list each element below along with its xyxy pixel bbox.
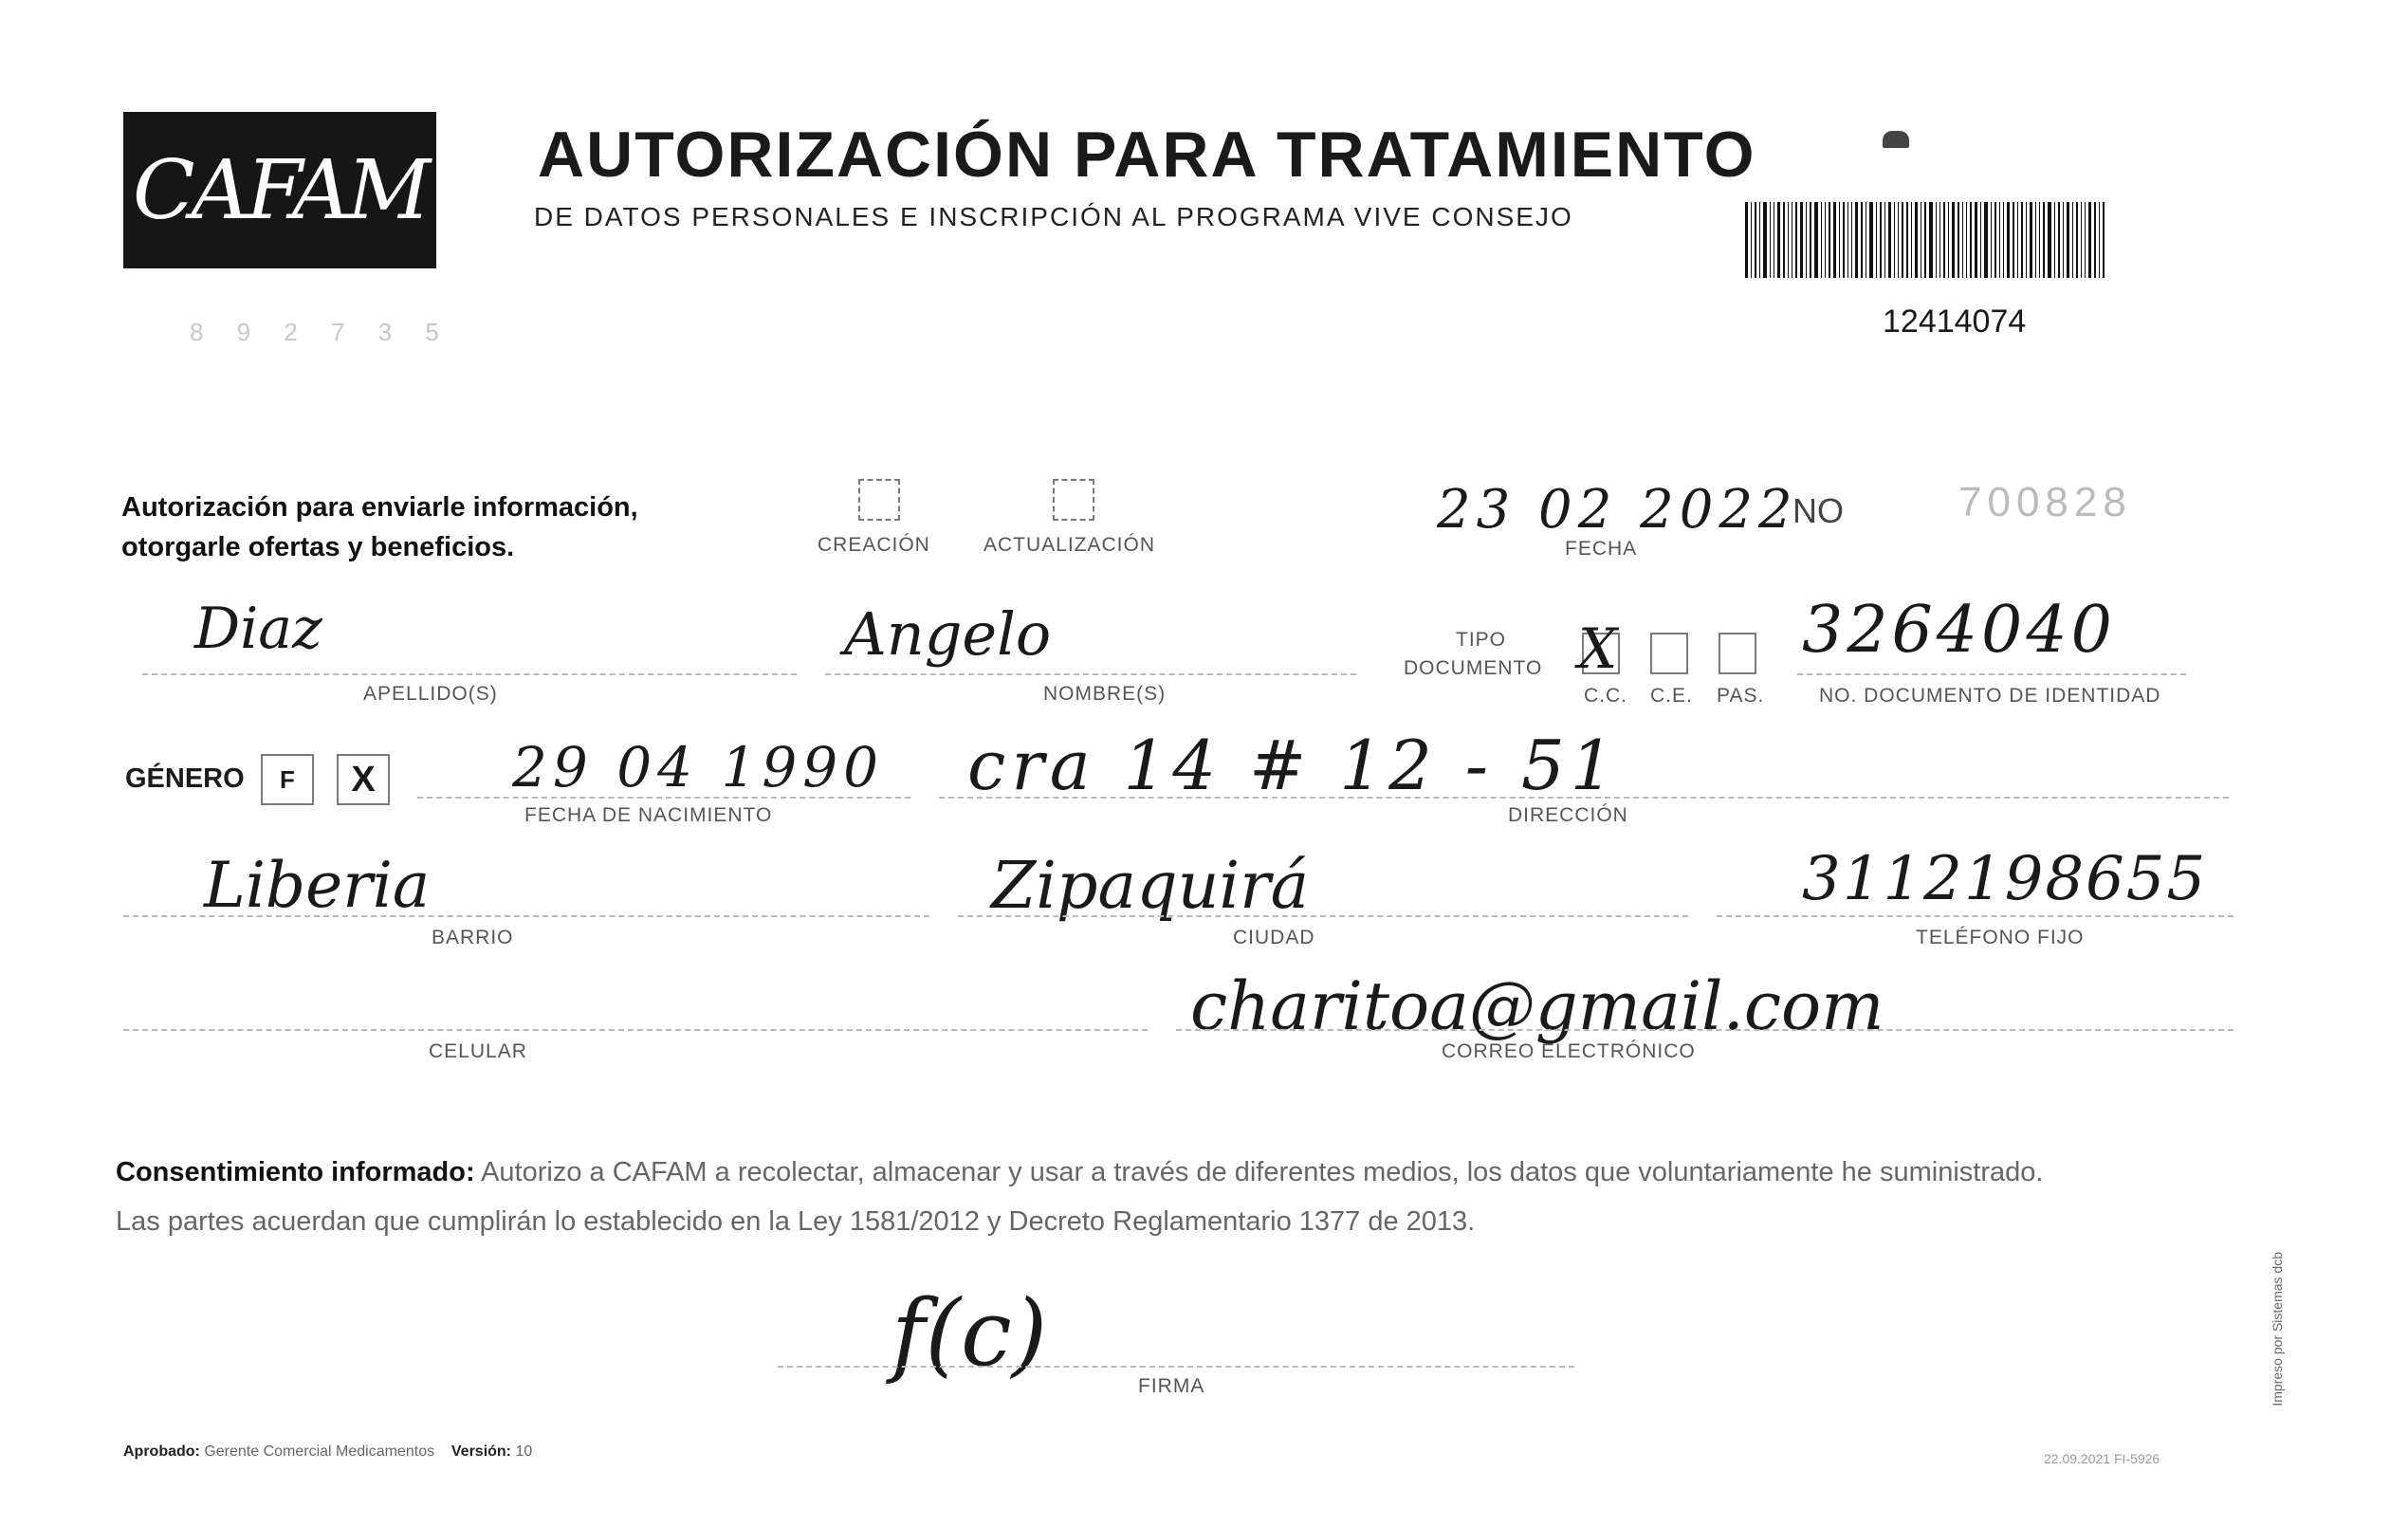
signature-line [778, 1366, 1574, 1368]
faint-code: 8 9 2 7 3 5 [190, 318, 452, 346]
barcode-bar [1924, 202, 1926, 278]
barcode-bar [2003, 202, 2004, 278]
correo-label: CORREO ELECTRÓNICO [1442, 1040, 1696, 1062]
nombres-line [825, 673, 1356, 675]
barrio-label: BARRIO [432, 927, 514, 948]
barcode-bar [2099, 202, 2100, 278]
barcode-bar [1806, 202, 1807, 278]
correo-value: charitoa@gmail.com [1190, 967, 1884, 1045]
barcode-bar [2035, 202, 2036, 278]
celular-line [123, 1029, 1148, 1031]
celular-label: CELULAR [429, 1040, 527, 1062]
barcode-bar [1911, 202, 1912, 278]
barcode-bar [1915, 202, 1918, 278]
footer-approval [123, 1443, 532, 1461]
telefono-value: 3112198655 [1802, 844, 2208, 914]
ciudad-value: Zipaquirá [991, 849, 1310, 924]
barcode-bar [2030, 202, 2032, 278]
barcode-bar [1902, 202, 1903, 278]
direccion-line [939, 797, 2229, 799]
documento-label: NO. DOCUMENTO DE IDENTIDAD [1819, 685, 2161, 707]
barcode-bar [1880, 202, 1882, 278]
nombres-label: NOMBRE(S) [1043, 683, 1167, 705]
barcode-bar [1861, 202, 1863, 278]
consent-heading: Consentimiento informado: [116, 1157, 475, 1187]
tipo-label-2: DOCUMENTO [1404, 657, 1543, 679]
barcode-bar [2048, 202, 2051, 278]
barcode-bar [2007, 202, 2010, 278]
actualizacion-label: ACTUALIZACIÓN [983, 534, 1156, 556]
no-label: NO [1792, 491, 1844, 530]
authorization-line-1: Autorización para enviarle información, [121, 492, 638, 523]
barcode-bar [2081, 202, 2082, 278]
barcode-bar [1843, 202, 1845, 278]
barcode-bar [1851, 202, 1852, 278]
fecha-label: FECHA [1565, 538, 1638, 560]
barcode-bar [2021, 202, 2023, 278]
consent-text-1: Autorizo a CAFAM a recolectar, almacenar y usar a través de diferentes medios, los datos que voluntariamente he suministrado. [474, 1157, 2044, 1187]
barcode-bar [2088, 202, 2091, 278]
barrio-value: Liberia [204, 849, 431, 922]
ciudad-label: CIUDAD [1233, 927, 1315, 948]
barcode-bar [1814, 202, 1818, 278]
cc-check-mark: X [1578, 616, 1618, 681]
genero-f-checkbox[interactable]: F [261, 754, 314, 805]
doc-option-ce: C.E. [1650, 685, 1693, 707]
version-value: 10 [515, 1443, 533, 1460]
cafam-logo: CAFAM [123, 112, 436, 268]
barcode-bar [2054, 202, 2055, 278]
barcode-bar [2072, 202, 2073, 278]
barcode-bar [1745, 202, 1748, 278]
barcode-bar [1825, 202, 1826, 278]
doc-option-cc: C.C. [1584, 685, 1627, 707]
telefono-label: TELÉFONO FIJO [1916, 927, 2085, 948]
consent-block [116, 1148, 2240, 1246]
barcode-bar [1991, 202, 1992, 278]
authorization-line-2: otorgarle ofertas y beneficios. [121, 532, 515, 562]
barcode-bar [2063, 202, 2064, 278]
barcode-bar [2103, 202, 2105, 278]
firma-label: FIRMA [1138, 1375, 1205, 1397]
barcode-bar [1943, 202, 1945, 278]
aprobado-value: Gerente Comercial Medicamentos [204, 1443, 435, 1460]
apellidos-label: APELLIDO(S) [363, 683, 498, 705]
barcode-bar [1984, 202, 1988, 278]
barcode-bar [1876, 202, 1877, 278]
barcode-bar [2076, 202, 2078, 278]
barcode-bar [1847, 202, 1848, 278]
consent-line-2: Las partes acuerdan que cumplirán lo establecido en la Ley 1581/2012 y Decreto Reglamentario 1377 de 2013. [116, 1206, 1476, 1237]
direccion-value: cra 14 # 12 - 51 [967, 726, 1620, 805]
barcode-bar [1810, 202, 1811, 278]
nombres-value: Angelo [844, 599, 1052, 669]
barcode [1745, 202, 2124, 278]
barcode-bar [1929, 202, 1933, 278]
version-label: Versión: [450, 1443, 512, 1460]
genero-label: GÉNERO [125, 763, 245, 794]
barcode-bar [1884, 202, 1885, 278]
barcode-bar [1788, 202, 1789, 278]
nacimiento-label: FECHA DE NACIMIENTO [524, 804, 773, 826]
barcode-bar [1980, 202, 1981, 278]
barcode-bar [1800, 202, 1803, 278]
scan-mark [1883, 131, 1909, 148]
barcode-bar [1839, 202, 1840, 278]
barcode-bar [2085, 202, 2086, 278]
documento-value: 3264040 [1802, 593, 2116, 668]
barcode-bar [1906, 202, 1908, 278]
barcode-bar [1777, 202, 1780, 278]
barcode-bar [2067, 202, 2069, 278]
barcode-bar [1894, 202, 1895, 278]
barcode-bar [2094, 202, 2096, 278]
barcode-bar [1970, 202, 1972, 278]
form-title: AUTORIZACIÓN PARA TRATAMIENTO [538, 119, 1756, 191]
barcode-bar [1855, 202, 1858, 278]
nacimiento-line [417, 797, 910, 799]
side-print-text: Impreso por Sistemas dcb [2270, 1252, 2285, 1406]
barcode-bar [1795, 202, 1797, 278]
barcode-bar [2043, 202, 2045, 278]
genero-m-checkbox[interactable]: X [337, 754, 390, 805]
barcode-bar [1821, 202, 1822, 278]
consent-line-1 [116, 1148, 2240, 1197]
barcode-bar [1833, 202, 1836, 278]
apellidos-line [142, 673, 797, 675]
creacion-checkbox[interactable] [858, 479, 900, 521]
form-subtitle: DE DATOS PERSONALES E INSCRIPCIÓN AL PROGRAMA VIVE CONSEJO [534, 202, 1573, 231]
barcode-bar [2017, 202, 2018, 278]
doc-option-pas: PAS. [1717, 685, 1765, 707]
barcode-bar [1966, 202, 1967, 278]
nacimiento-value: 29 04 1990 [512, 735, 885, 800]
barcode-number: 12414074 [1883, 303, 2027, 340]
barcode-bar [1755, 202, 1756, 278]
direccion-label: DIRECCIÓN [1508, 804, 1628, 826]
barcode-bar [2026, 202, 2027, 278]
barcode-bar [1948, 202, 1949, 278]
no-value: 700828 [1958, 479, 2132, 525]
barcode-bar [1783, 202, 1785, 278]
barcode-bar [1898, 202, 1899, 278]
telefono-line [1717, 915, 2233, 917]
barcode-bar [1958, 202, 1959, 278]
aprobado-label: Aprobado: [123, 1443, 200, 1460]
barcode-bar [2058, 202, 2060, 278]
correo-line [1176, 1029, 2233, 1031]
apellidos-value: Diaz [194, 596, 322, 662]
barcode-bar [1999, 202, 2000, 278]
barcode-bar [1962, 202, 1963, 278]
pas-checkbox[interactable] [1719, 633, 1756, 674]
barcode-bar [1939, 202, 1940, 278]
fecha-value: 23 02 2022 [1437, 479, 1798, 541]
signature-mark: f(c) [892, 1280, 1048, 1387]
tipo-label-1: TIPO [1456, 629, 1507, 651]
barcode-bar [1936, 202, 1937, 278]
ciudad-line [958, 915, 1688, 917]
barcode-bar [2013, 202, 2014, 278]
barcode-bar [1759, 202, 1760, 278]
barcode-bar [1770, 202, 1771, 278]
barcode-bar [1994, 202, 1996, 278]
footer-code: 22.09.2021 FI-5926 [2044, 1451, 2160, 1466]
barcode-bar [1952, 202, 1955, 278]
barcode-bar [1975, 202, 1977, 278]
creacion-label: CREACIÓN [818, 534, 930, 556]
barcode-bar [1888, 202, 1891, 278]
barcode-bar [1751, 202, 1752, 278]
actualizacion-checkbox[interactable] [1053, 479, 1094, 521]
barrio-line [123, 915, 929, 917]
ce-checkbox[interactable] [1650, 633, 1688, 674]
documento-line [1797, 673, 2186, 675]
barcode-bar [2039, 202, 2040, 278]
authorization-text [121, 487, 638, 567]
barcode-bar [1829, 202, 1830, 278]
barcode-bar [1869, 202, 1873, 278]
barcode-bar [1763, 202, 1767, 278]
